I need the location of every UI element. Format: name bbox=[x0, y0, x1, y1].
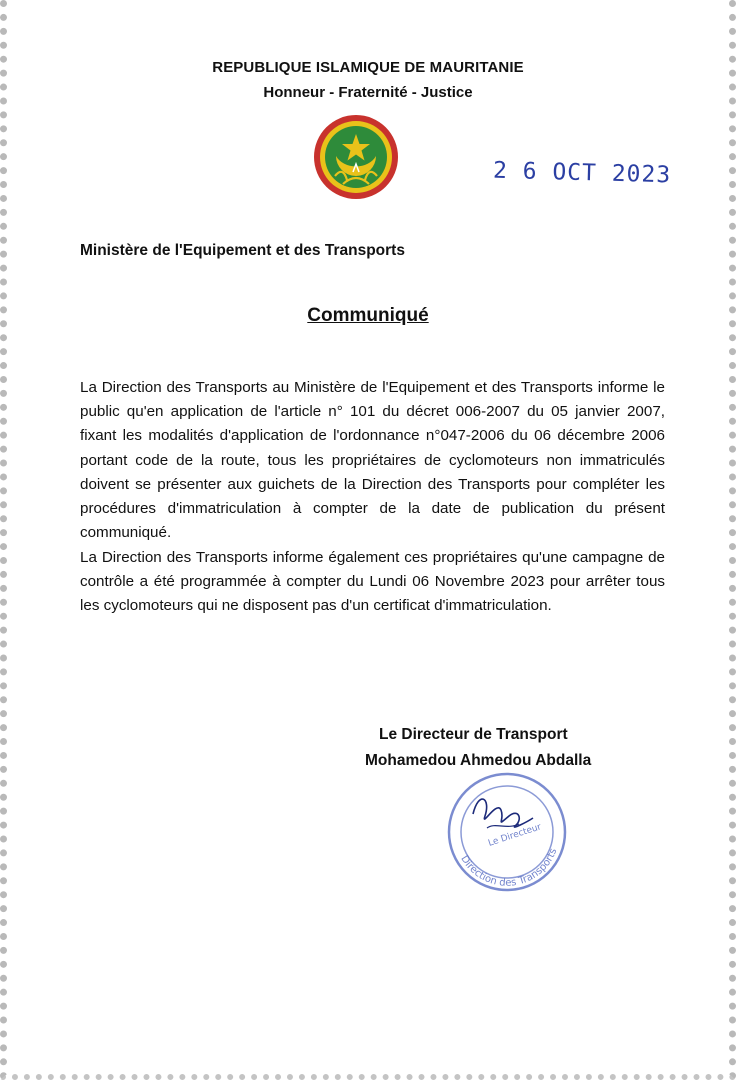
paragraph-2: La Direction des Transports informe également ces propriétaires qu'une campagne de contrôle a été programmée à compter du Lundi 06 Novembre 2023 pour arrêter tous les cyclomoteurs qui ne disposent pas d'un certificat d'immatriculation. bbox=[80, 549, 665, 615]
seal-center-text: Le Directeur bbox=[487, 822, 543, 849]
ministry-name: Ministère de l'Equipement et des Transports bbox=[80, 242, 405, 259]
official-seal-stamp bbox=[435, 770, 575, 898]
signatory-title: Le Directeur de Transport bbox=[379, 726, 568, 743]
document-title: Communiqué bbox=[307, 305, 429, 326]
national-motto: Honneur - Fraternité - Justice bbox=[263, 84, 473, 101]
seal-outer-text: Direction des Transports bbox=[458, 847, 560, 889]
svg-text:Direction des Transports bbox=[458, 847, 559, 889]
handwritten-signature bbox=[473, 799, 533, 827]
mauritania-coat-of-arms-icon bbox=[313, 114, 399, 200]
signatory-name: Mohamedou Ahmedou Abdalla bbox=[365, 752, 592, 769]
letterhead bbox=[7, 58, 729, 104]
paragraph-1: La Direction des Transports au Ministère de l'Equipement et des Transports informe le public qu'en application de l'article n° 101 du décret 006-2007 du 05 janvier 2007, fixant les modalités d'application de l'ordonnance n°047-2006 du 06 décembre 2006 portant code de la route, tous les propriétaires de cyclomoteurs non immatriculés doivent se présenter aux guichets de la Direction des Transports pour compléter les procédures d'immatriculation à compter de la date de publication du présent communiqué. bbox=[80, 379, 665, 542]
date-stamp: 2 6 OCT 2023 bbox=[492, 157, 672, 189]
country-name: REPUBLIQUE ISLAMIQUE DE MAURITANIE bbox=[212, 59, 524, 76]
